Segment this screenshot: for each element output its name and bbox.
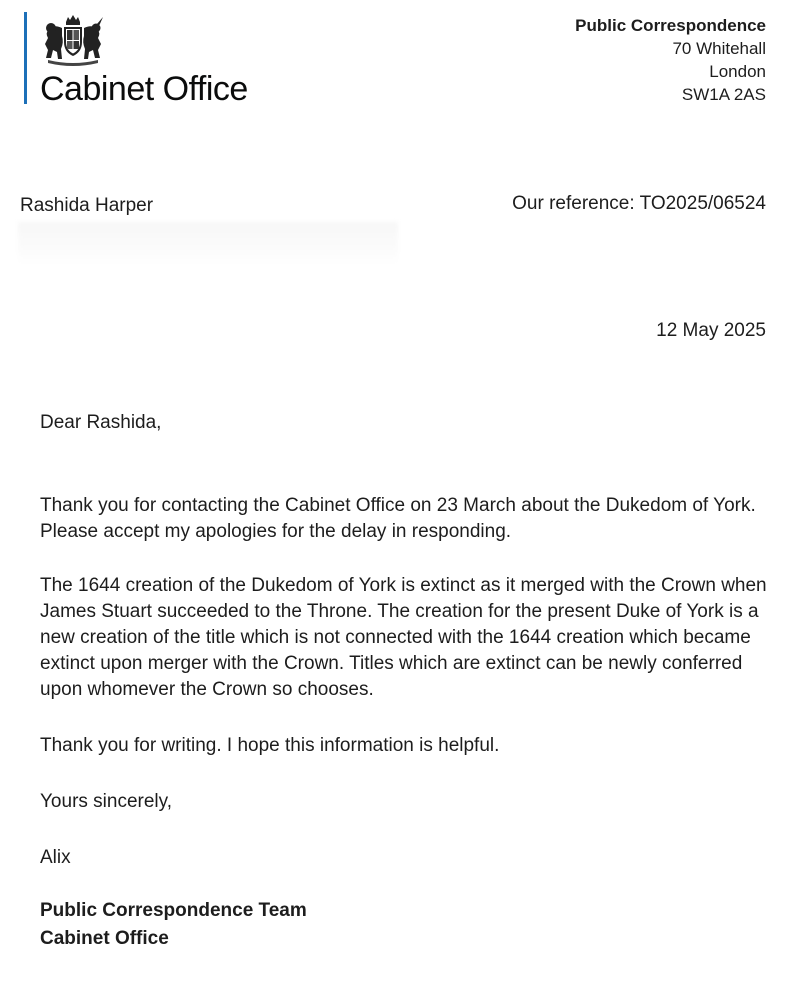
body-paragraph: The 1644 creation of the Dukedom of York is extinct as it merged with the Crown when James Stuart succeeded to the Throne. The creation for the present Duke of York is a new creation of the title which is not connected with the 1644 creation which became extinct upon merger with the Crown. Titles which are extinct can be newly conferred upon whomever the Crown so chooses.	[40, 575, 767, 700]
body-paragraph: Thank you for writing. I hope this information is helpful.	[40, 735, 500, 756]
closing: Yours sincerely,	[40, 791, 173, 812]
team-department: Cabinet Office	[40, 928, 169, 949]
department-name: Cabinet Office	[40, 70, 248, 108]
salutation: Dear Rashida,	[40, 412, 162, 433]
letter-date: 12 May 2025	[656, 320, 766, 341]
redacted-address	[18, 222, 398, 264]
sender-team-block	[40, 897, 307, 953]
sender-address	[575, 14, 766, 106]
sender-address-line: London	[709, 62, 766, 81]
sender-title: Public Correspondence	[575, 16, 766, 35]
cabinet-office-logo	[24, 12, 248, 108]
sender-address-line: SW1A 2AS	[681, 85, 766, 104]
recipient-name: Rashida Harper	[20, 195, 154, 216]
sender-address-line: 70 Whitehall	[672, 39, 766, 58]
body-paragraph: Thank you for contacting the Cabinet Office on 23 March about the Dukedom of York. Please accept my apologies for the delay in responding.	[40, 495, 756, 542]
team-name: Public Correspondence Team	[40, 900, 307, 921]
reference-number: Our reference: TO2025/06524	[512, 193, 766, 214]
signature: Alix	[40, 847, 71, 868]
royal-coat-of-arms-icon	[40, 14, 106, 66]
